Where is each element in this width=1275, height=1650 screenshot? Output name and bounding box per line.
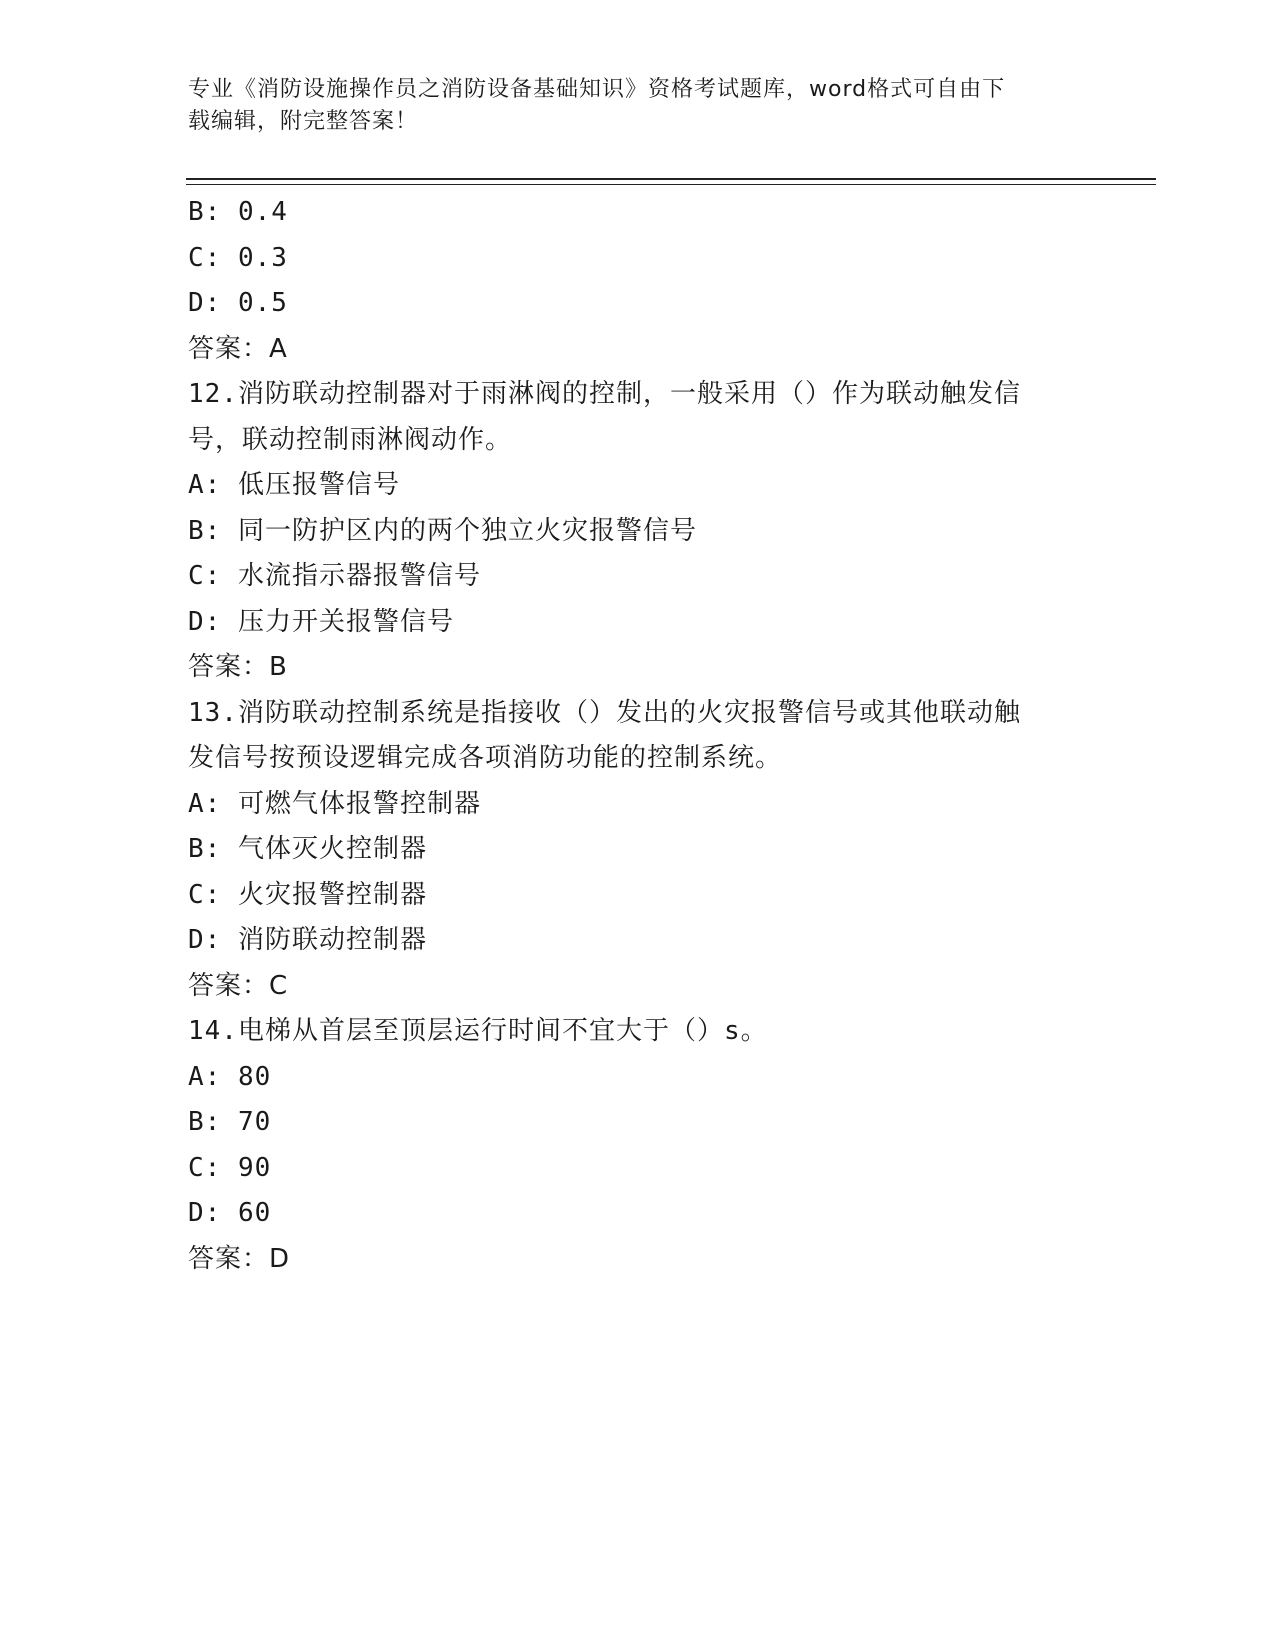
header-line-2: 载编辑，附完整答案！ <box>188 109 419 134</box>
answer-line: 答案：A <box>188 333 288 364</box>
option-c: C: 0.3 <box>188 242 288 273</box>
option-a: A: 80 <box>188 1061 272 1092</box>
option-d: D: 消防联动控制器 <box>188 925 427 955</box>
question-13 <box>188 691 1088 1010</box>
option-b: B: 同一防护区内的两个独立火灾报警信号 <box>188 515 697 546</box>
option-c: C: 水流指示器报警信号 <box>188 561 481 591</box>
header-line-1: 专业《消防设施操作员之消防设备基础知识》资格考试题库，word格式可自由下 <box>188 77 1006 102</box>
header-rule-top <box>186 178 1156 180</box>
option-b: B: 气体灭火控制器 <box>188 834 427 864</box>
question-12 <box>188 372 1088 691</box>
option-c: C: 90 <box>188 1152 272 1183</box>
option-b: B: 0.4 <box>188 197 288 227</box>
answer-line: 答案：B <box>188 652 288 682</box>
document-header <box>188 74 1088 138</box>
question-text-line-2: 号，联动控制雨淋阀动作。 <box>188 424 513 455</box>
question-14 <box>188 1009 1088 1282</box>
question-text-line-1: 12.消防联动控制器对于雨淋阀的控制，一般采用（）作为联动触发信 <box>188 379 1021 409</box>
option-d: D: 60 <box>188 1198 272 1228</box>
header-rule-bottom <box>186 184 1156 185</box>
option-d: D: 压力开关报警信号 <box>188 606 454 637</box>
option-a: A: 低压报警信号 <box>188 470 400 500</box>
question-text-line-2: 发信号按预设逻辑完成各项消防功能的控制系统。 <box>188 743 783 773</box>
option-a: A: 可燃气体报警控制器 <box>188 788 481 819</box>
answer-line: 答案：C <box>188 970 289 1001</box>
question-text-line-1: 14.电梯从首层至顶层运行时间不宜大于（）s。 <box>188 1016 768 1046</box>
continued-question <box>188 190 1088 372</box>
answer-line: 答案：D <box>188 1243 291 1274</box>
option-d: D: 0.5 <box>188 288 288 318</box>
option-b: B: 70 <box>188 1107 272 1137</box>
option-c: C: 火灾报警控制器 <box>188 879 427 910</box>
question-content <box>188 190 1088 1282</box>
question-text-line-1: 13.消防联动控制系统是指接收（）发出的火灾报警信号或其他联动触 <box>188 697 1021 728</box>
